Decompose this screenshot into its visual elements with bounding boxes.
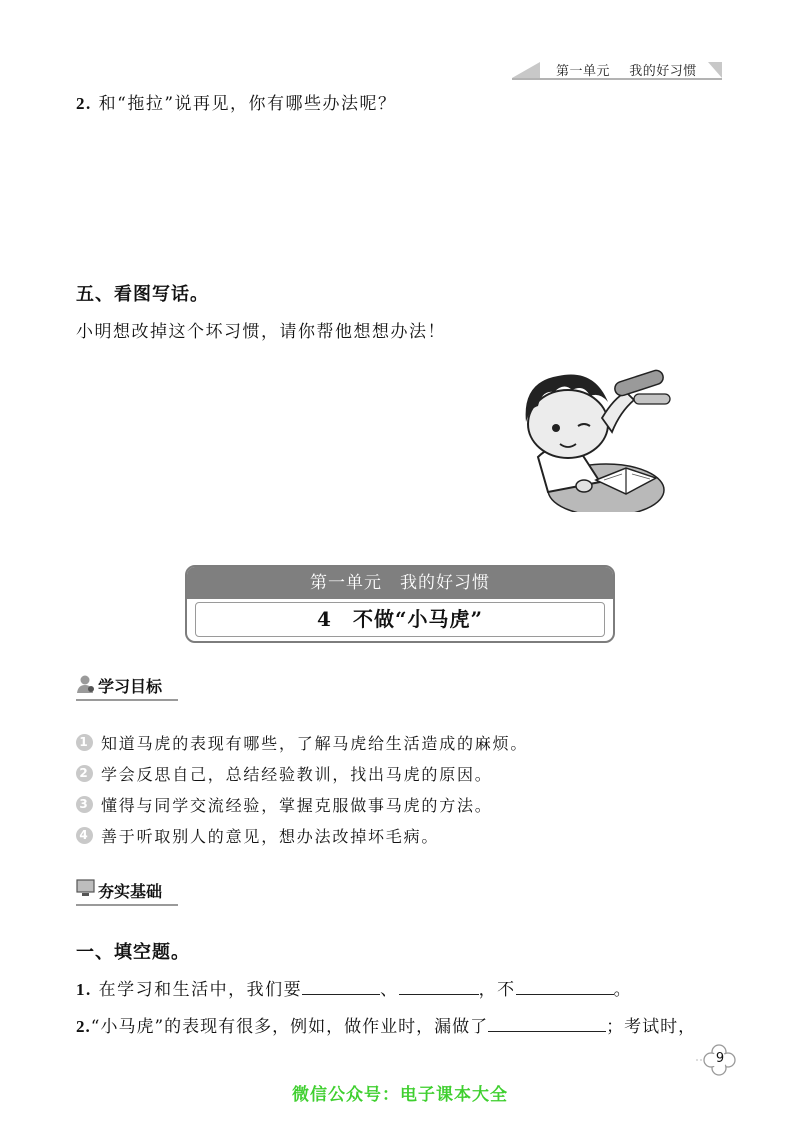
lesson-title-box [185,565,615,643]
header-unit: 第一单元 [556,64,611,79]
running-header [556,60,697,79]
question-text: 和“拖拉”说再见，你有哪些办法呢？ [98,94,397,114]
section-5-title: 五、看图写话。 [76,284,209,305]
goal-item [76,824,439,847]
learning-goals-label: 学习目标 [98,677,163,696]
goal-item [76,731,528,754]
goal-number: 2 [76,765,93,782]
question-number: 1. [76,980,92,999]
goal-text: 懂得与同学交流经验，掌握克服做事马虎的方法。 [101,796,493,815]
question-text: “小马虎”的表现有很多，例如，做作业时，漏做了 [90,1017,489,1037]
goal-number: 3 [76,796,93,813]
question-number: 2. [76,94,92,113]
answer-blank[interactable] [516,976,614,995]
answer-blank[interactable] [302,976,380,995]
fill-question-1 [76,975,632,1000]
unit-banner: 第一单元 我的好习惯 [187,567,613,599]
learning-goals-underline [76,699,178,701]
answer-blank[interactable] [399,976,479,995]
goal-text: 知道马虎的表现有哪些，了解马虎给生活造成的麻烦。 [101,734,529,753]
question-text: ；考试时， [606,1017,697,1037]
lesson-title: 4 不做“小马虎” [195,602,605,637]
answer-blank[interactable] [488,1013,606,1032]
question-text: 在学习和生活中，我们要 [98,980,303,1000]
section-1-title: 一、填空题。 [76,942,190,963]
goal-text: 学会反思自己，总结经验教训，找出马虎的原因。 [101,765,493,784]
boy-illustration [508,362,688,512]
goal-text: 善于听取别人的意见，想办法改掉坏毛病。 [101,827,440,846]
goal-item [76,793,493,816]
fill-question-2 [76,1012,696,1037]
monitor-icon [76,879,96,897]
question-text: 、 [380,980,399,1000]
question-text: 。 [613,980,633,1000]
footer-watermark: 微信公众号：电子课本大全 [292,1085,508,1105]
question-2 [76,89,397,114]
person-icon [76,674,96,694]
basics-underline [76,904,178,906]
section-5-prompt: 小明想改掉这个坏习惯，请你帮他想想办法！ [76,322,446,342]
question-text: ，不 [478,980,516,1000]
question-number: 2. [76,1017,91,1036]
goal-item [76,762,493,785]
goal-number: 1 [76,734,93,751]
page-number: 9 [715,1051,725,1066]
header-lesson: 我的好习惯 [629,64,697,79]
goal-number: 4 [76,827,93,844]
basics-label: 夯实基础 [98,882,163,901]
